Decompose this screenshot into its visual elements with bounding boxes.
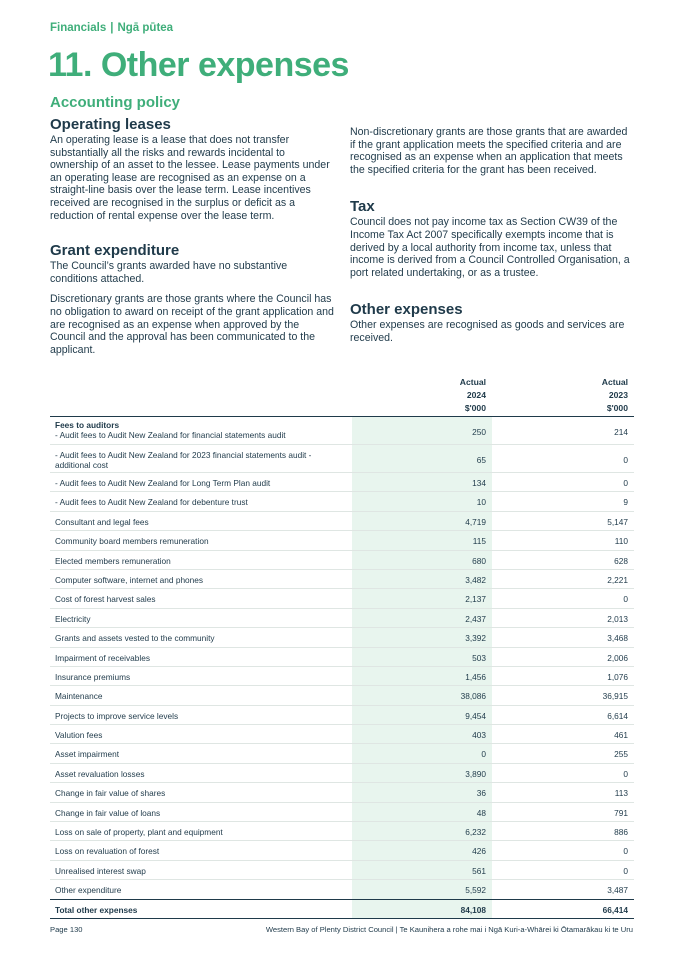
total-row [50, 899, 634, 919]
highlight-cell [352, 648, 492, 666]
other-expenses-text: Other expenses are recognised as goods and services are received. [350, 319, 625, 344]
table-row [50, 444, 634, 472]
operating-leases-text: An operating lease is a lease that does not transfer substantially all the risks and rewards incidental to ownership of an asset to the lessee. Lease payments under an operating lease are recognised as an expense on a straight-line basis over the lease term. Lease incentives received are recognised in the surplus or deficit as a reduction of rental expense over the lease term. [50, 134, 330, 222]
value-2024: 4,719 [465, 516, 486, 527]
highlight-cell [352, 445, 492, 472]
table-row [50, 743, 634, 762]
highlight-cell [352, 803, 492, 821]
row-label: Change in fair value of loans [55, 807, 161, 818]
value-2024: 10 [476, 497, 486, 508]
row-label: Maintenance [55, 691, 103, 702]
value-2024: 503 [472, 652, 486, 663]
col-2024-actual: Actual [459, 377, 486, 387]
value-2023: 214 [614, 427, 628, 437]
value-2023: 628 [614, 555, 628, 566]
highlight-cell [352, 531, 492, 549]
table-row [50, 685, 634, 704]
total-2024: 84,108 [460, 904, 486, 915]
expenses-table [50, 372, 634, 919]
page-title: 11. Other expenses [48, 46, 349, 84]
fees-heading: Fees to auditors [55, 420, 120, 430]
value-2023: 461 [614, 730, 628, 741]
value-2023: 0 [623, 478, 628, 488]
row-label: - Audit fees to Audit New Zealand for debenture trust [55, 497, 248, 508]
table-row [50, 782, 634, 801]
value-2024: 3,392 [465, 633, 486, 644]
other-expenses-heading: Other expenses [350, 301, 463, 319]
row-label [55, 420, 340, 440]
header-section-maori: Ngā pūtea [117, 22, 174, 34]
grant-text-2: Discretionary grants are those grants where the Council has no obligation to award on receipt of the grant application and are recognised as an expense when approved by the Council and the approval has been communicated to the applicant. [50, 293, 334, 356]
highlight-cell [352, 861, 492, 879]
value-2023: 36,915 [602, 691, 628, 702]
row-label: Projects to improve service levels [55, 710, 179, 721]
header-separator: | [110, 22, 114, 34]
value-2024: 6,232 [465, 827, 486, 838]
row-label: Community board members remuneration [55, 536, 209, 547]
table-row [50, 879, 634, 898]
table-row [50, 647, 634, 666]
value-2024: 3,890 [465, 768, 486, 779]
row-label: - Audit fees to Audit New Zealand for 2023 financial statements audit - additional cost [55, 450, 312, 470]
table-row [50, 530, 634, 549]
table-row [50, 724, 634, 743]
table-row [50, 705, 634, 724]
value-2023: 0 [623, 768, 628, 779]
row-label: Consultant and legal fees [55, 516, 149, 527]
table-row [50, 860, 634, 879]
value-2023: 2,006 [607, 652, 628, 663]
grant-expenditure-heading: Grant expenditure [50, 242, 180, 260]
grant-text-1: The Council’s grants awarded have no substantive conditions attached. [50, 260, 288, 285]
tax-heading: Tax [350, 198, 375, 216]
tax-text: Council does not pay income tax as Section CW39 of the Income Tax Act 2007 specifically exempts income that is derived by a local authority from income tax, unless that income is derived from a Council Controlled Organisation, a port related undertaking, or as a trustee. [350, 216, 630, 279]
highlight-cell [352, 841, 492, 859]
table-row [50, 840, 634, 859]
value-2023: 0 [623, 865, 628, 876]
value-2024: 1,456 [465, 671, 486, 682]
value-2023: 1,076 [607, 671, 628, 682]
row-label: Unrealised interest swap [55, 865, 146, 876]
highlight-cell [352, 744, 492, 762]
row-label: Computer software, internet and phones [55, 574, 204, 585]
row-label: Grants and assets vested to the community [55, 633, 215, 644]
value-2024: 250 [472, 427, 486, 437]
col-2024-year: 2024 [466, 390, 486, 400]
value-2024: 680 [472, 555, 486, 566]
value-2024: 115 [472, 536, 486, 547]
total-label: Total other expenses [55, 904, 138, 915]
table-row [50, 491, 634, 510]
operating-leases-heading: Operating leases [50, 116, 171, 133]
value-2023: 791 [614, 807, 628, 818]
value-2024: 2,437 [465, 613, 486, 624]
value-2024: 9,454 [465, 710, 486, 721]
col-2023-year: 2023 [608, 390, 628, 400]
row-label: Asset revaluation losses [55, 768, 145, 779]
row-label: Change in fair value of shares [55, 788, 166, 799]
value-2024: 5,592 [465, 885, 486, 896]
value-2024: 561 [472, 865, 486, 876]
table-row [50, 569, 634, 588]
right-column [350, 126, 635, 345]
value-2024: 403 [472, 730, 486, 741]
nondiscretionary-text: Non-discretionary grants are those grants that are awarded if the grant application meets the specified criteria and are recognised as an expense when an application that meets the specified criteria for the grant has been received. [350, 126, 628, 176]
value-2023: 9 [623, 497, 628, 508]
table-row [50, 550, 634, 569]
highlight-cell [352, 473, 492, 491]
value-2023: 3,468 [607, 633, 628, 644]
value-2023: 113 [614, 788, 628, 799]
row-label: Loss on revaluation of forest [55, 846, 160, 857]
value-2023: 6,614 [607, 710, 628, 721]
value-2023: 110 [614, 536, 628, 547]
col-2023-actual: Actual [601, 377, 628, 387]
value-2023: 0 [623, 846, 628, 857]
footer-organisation: Western Bay of Plenty District Council | Te Kaunihera a rohe mai i Ngā Kuri-a-Whārei ki Ōtamarākau ki te Uru [265, 925, 633, 934]
table-row [50, 627, 634, 646]
running-header [50, 22, 173, 34]
value-2024: 2,137 [465, 594, 486, 605]
value-2023: 886 [614, 827, 628, 838]
value-2023: 2,221 [607, 574, 628, 585]
value-2023: 0 [623, 594, 628, 605]
table-row [50, 416, 634, 444]
highlight-cell [352, 492, 492, 510]
col-2024-header [460, 376, 486, 415]
col-2023-header [602, 376, 628, 415]
table-row [50, 588, 634, 607]
value-2024: 48 [476, 807, 486, 818]
table-header [50, 372, 634, 416]
table-body [50, 416, 634, 919]
value-2024: 0 [481, 749, 486, 760]
table-row [50, 802, 634, 821]
row-label: Electricity [55, 613, 91, 624]
row-label: Cost of forest harvest sales [55, 594, 156, 605]
table-row [50, 608, 634, 627]
col-2024-unit: $'000 [464, 403, 486, 413]
total-2023: 66,414 [602, 904, 628, 915]
table-row [50, 763, 634, 782]
accounting-policy-heading: Accounting policy [50, 94, 181, 111]
row-label: Valution fees [55, 730, 103, 741]
table-row [50, 511, 634, 530]
value-2023: 255 [614, 749, 628, 760]
row-label: Other expenditure [55, 885, 122, 896]
value-2024: 3,482 [465, 574, 486, 585]
row-label: Impairment of receivables [55, 652, 150, 663]
left-column [50, 116, 335, 356]
table-row [50, 666, 634, 685]
row-label: Loss on sale of property, plant and equipment [55, 827, 223, 838]
table-row [50, 472, 634, 491]
value-2023: 5,147 [607, 516, 628, 527]
row-label: Elected members remuneration [55, 555, 171, 566]
value-2024: 134 [472, 478, 486, 488]
row-label: Insurance premiums [55, 671, 131, 682]
table-row [50, 821, 634, 840]
col-2023-unit: $'000 [606, 403, 628, 413]
value-2024: 65 [476, 455, 486, 465]
highlight-cell [352, 725, 492, 743]
header-section: Financials [50, 22, 107, 34]
highlight-cell [352, 417, 492, 444]
value-2023: 2,013 [607, 613, 628, 624]
page-number: Page 130 [50, 925, 83, 934]
value-2023: 3,487 [607, 885, 628, 896]
row-label: Asset impairment [55, 749, 120, 760]
value-2023: 0 [623, 455, 628, 465]
value-2024: 426 [472, 846, 486, 857]
value-2024: 38,086 [460, 691, 486, 702]
highlight-cell [352, 783, 492, 801]
row-label: - Audit fees to Audit New Zealand for Long Term Plan audit [55, 478, 271, 488]
row-label-text: - Audit fees to Audit New Zealand for financial statements audit [55, 430, 286, 440]
highlight-cell [352, 551, 492, 569]
value-2024: 36 [476, 788, 486, 799]
